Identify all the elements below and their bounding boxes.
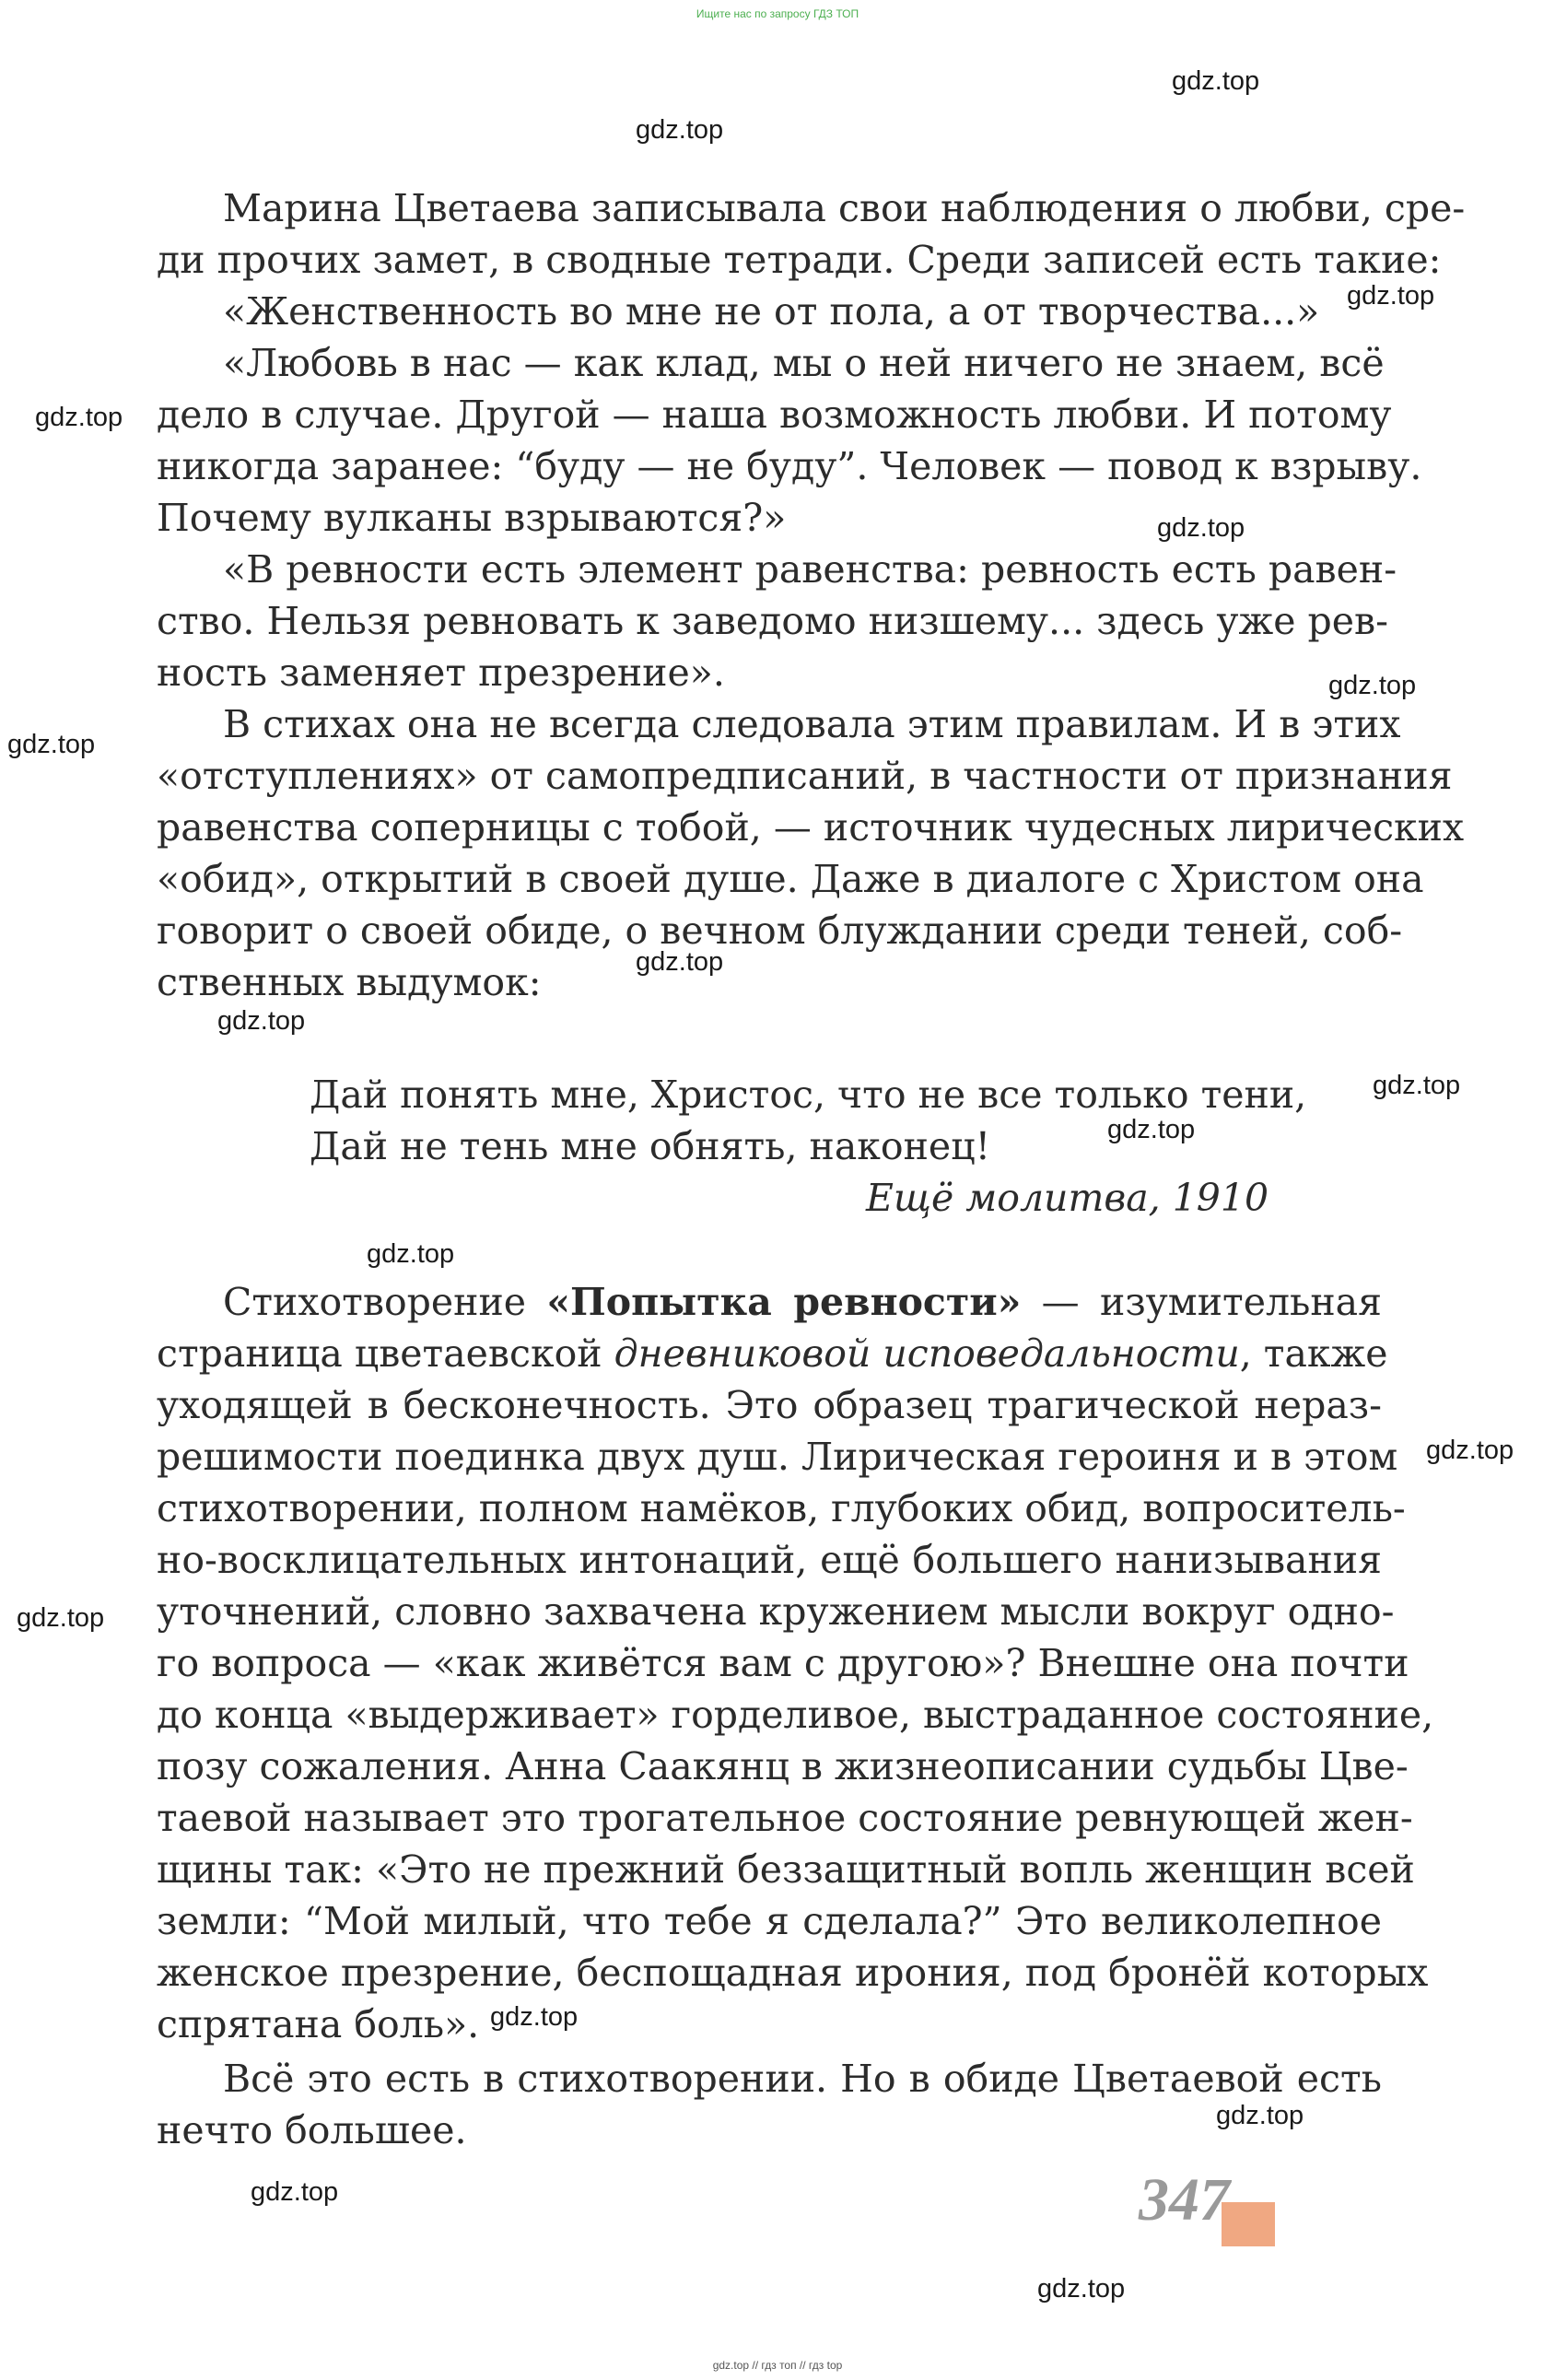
text-line: ди прочих замет, в сводные тетради. Среди записей есть такие: — [157, 238, 1442, 282]
watermark: gdz.top — [1157, 513, 1245, 543]
text-line: В стихах она не всегда следовала этим правилам. И в этих — [223, 702, 1401, 746]
text-line: дело в случае. Другой — наша возможность любви. И потому — [157, 393, 1392, 437]
text-line: спрятана боль». — [157, 2002, 480, 2046]
text-line: уходящей в бесконечность. Это образец трагической нераз- — [157, 1383, 1382, 1427]
top-banner[interactable]: Ищите нас по запросу ГДЗ ТОП — [696, 7, 859, 20]
watermark: gdz.top — [1037, 2274, 1126, 2304]
page-number: 347 — [1139, 2166, 1230, 2233]
text-line: Марина Цветаева записывала свои наблюдения о любви, сре- — [223, 186, 1466, 230]
text-fragment: Стихотворение — [223, 1280, 527, 1324]
text-line — [157, 1328, 1388, 1379]
text-line: но-восклицательных интонаций, ещё большего нанизывания — [157, 1538, 1382, 1582]
watermark: gdz.top — [35, 403, 123, 432]
poem-caption: Ещё молитва, 1910 — [866, 1176, 1269, 1220]
text-line: «отступлениях» от самопредписаний, в частности от признания — [157, 754, 1453, 798]
watermark: gdz.top — [1172, 66, 1260, 96]
text-line: «В ревности есть элемент равенства: ревность есть равен- — [223, 547, 1397, 592]
text-line: говорит о своей обиде, о вечном блуждании среди теней, соб- — [157, 909, 1403, 953]
text-line: до конца «выдерживает» горделивое, выстраданное состояние, — [157, 1693, 1434, 1737]
bottom-banner[interactable]: gdz.top // гдз топ // гдз top — [712, 2359, 843, 2372]
watermark: gdz.top — [636, 947, 724, 977]
watermark: gdz.top — [636, 115, 724, 145]
watermark: gdz.top — [1373, 1071, 1461, 1100]
watermark: gdz.top — [490, 2002, 579, 2032]
emphasis-text: дневниковой исповедальности — [614, 1331, 1240, 1376]
text-line: го вопроса — «как живётся вам с другою»? Внешне она почти — [157, 1641, 1409, 1685]
text-line: земли: “Мой милый, что тебе я сделала?” Это великолепное — [157, 1899, 1382, 1943]
text-line: равенства соперницы с тобой, — источник чудесных лирических — [157, 805, 1465, 850]
text-line: нечто большее. — [157, 2108, 467, 2152]
text-fragment: страница цветаевской — [157, 1331, 602, 1376]
text-line: ность заменяет презрение». — [157, 651, 725, 695]
text-line: таевой называет это трогательное состояние ревнующей жен- — [157, 1796, 1413, 1840]
watermark: gdz.top — [251, 2177, 339, 2207]
text-line: Всё это есть в стихотворении. Но в обиде Цветаевой есть — [223, 2057, 1382, 2101]
text-line: «Любовь в нас — как клад, мы о ней ничего не знаем, всё — [223, 341, 1385, 385]
watermark: gdz.top — [1107, 1115, 1196, 1144]
watermark: gdz.top — [1328, 671, 1417, 700]
text-line: позу сожаления. Анна Саакянц в жизнеописании судьбы Цве- — [157, 1744, 1409, 1788]
text-line: щины так: «Это не прежний беззащитный вопль женщин всей — [157, 1847, 1415, 1892]
text-line: «Женственность во мне не от пола, а от творчества...» — [223, 289, 1320, 334]
text-line — [223, 1276, 1382, 1328]
watermark: gdz.top — [217, 1006, 306, 1036]
poem-line: Дай не тень мне обнять, наконец! — [310, 1124, 991, 1168]
watermark: gdz.top — [367, 1239, 455, 1269]
text-line: решимости поединка двух душ. Лирическая героиня и в этом — [157, 1435, 1398, 1479]
text-line: никогда заранее: “буду — не буду”. Человек — повод к взрыву. — [157, 444, 1422, 488]
text-line: уточнений, словно захвачена кружением мысли вокруг одно- — [157, 1589, 1395, 1634]
text-line: стихотворении, полном намёков, глубоких обид, вопроситель- — [157, 1486, 1406, 1530]
watermark: gdz.top — [1347, 281, 1435, 311]
text-line: ство. Нельзя ревновать к заведомо низшему... здесь уже рев- — [157, 599, 1388, 643]
text-line: женское презрение, беспощадная ирония, под бронёй которых — [157, 1951, 1429, 1995]
text-line: «обид», открытий в своей душе. Даже в диалоге с Христом она — [157, 857, 1424, 901]
text-fragment: , также — [1239, 1331, 1388, 1376]
text-line: ственных выдумок: — [157, 960, 542, 1004]
text-fragment: — изумительная — [1041, 1280, 1382, 1324]
watermark: gdz.top — [1216, 2101, 1304, 2130]
watermark: gdz.top — [7, 730, 96, 759]
poem-title: «Попытка ревности» — [546, 1280, 1022, 1324]
watermark: gdz.top — [1426, 1436, 1514, 1465]
text-line: Почему вулканы взрываются?» — [157, 496, 787, 540]
poem-line: Дай понять мне, Христос, что не все только тени, — [310, 1073, 1307, 1117]
watermark: gdz.top — [17, 1603, 105, 1633]
